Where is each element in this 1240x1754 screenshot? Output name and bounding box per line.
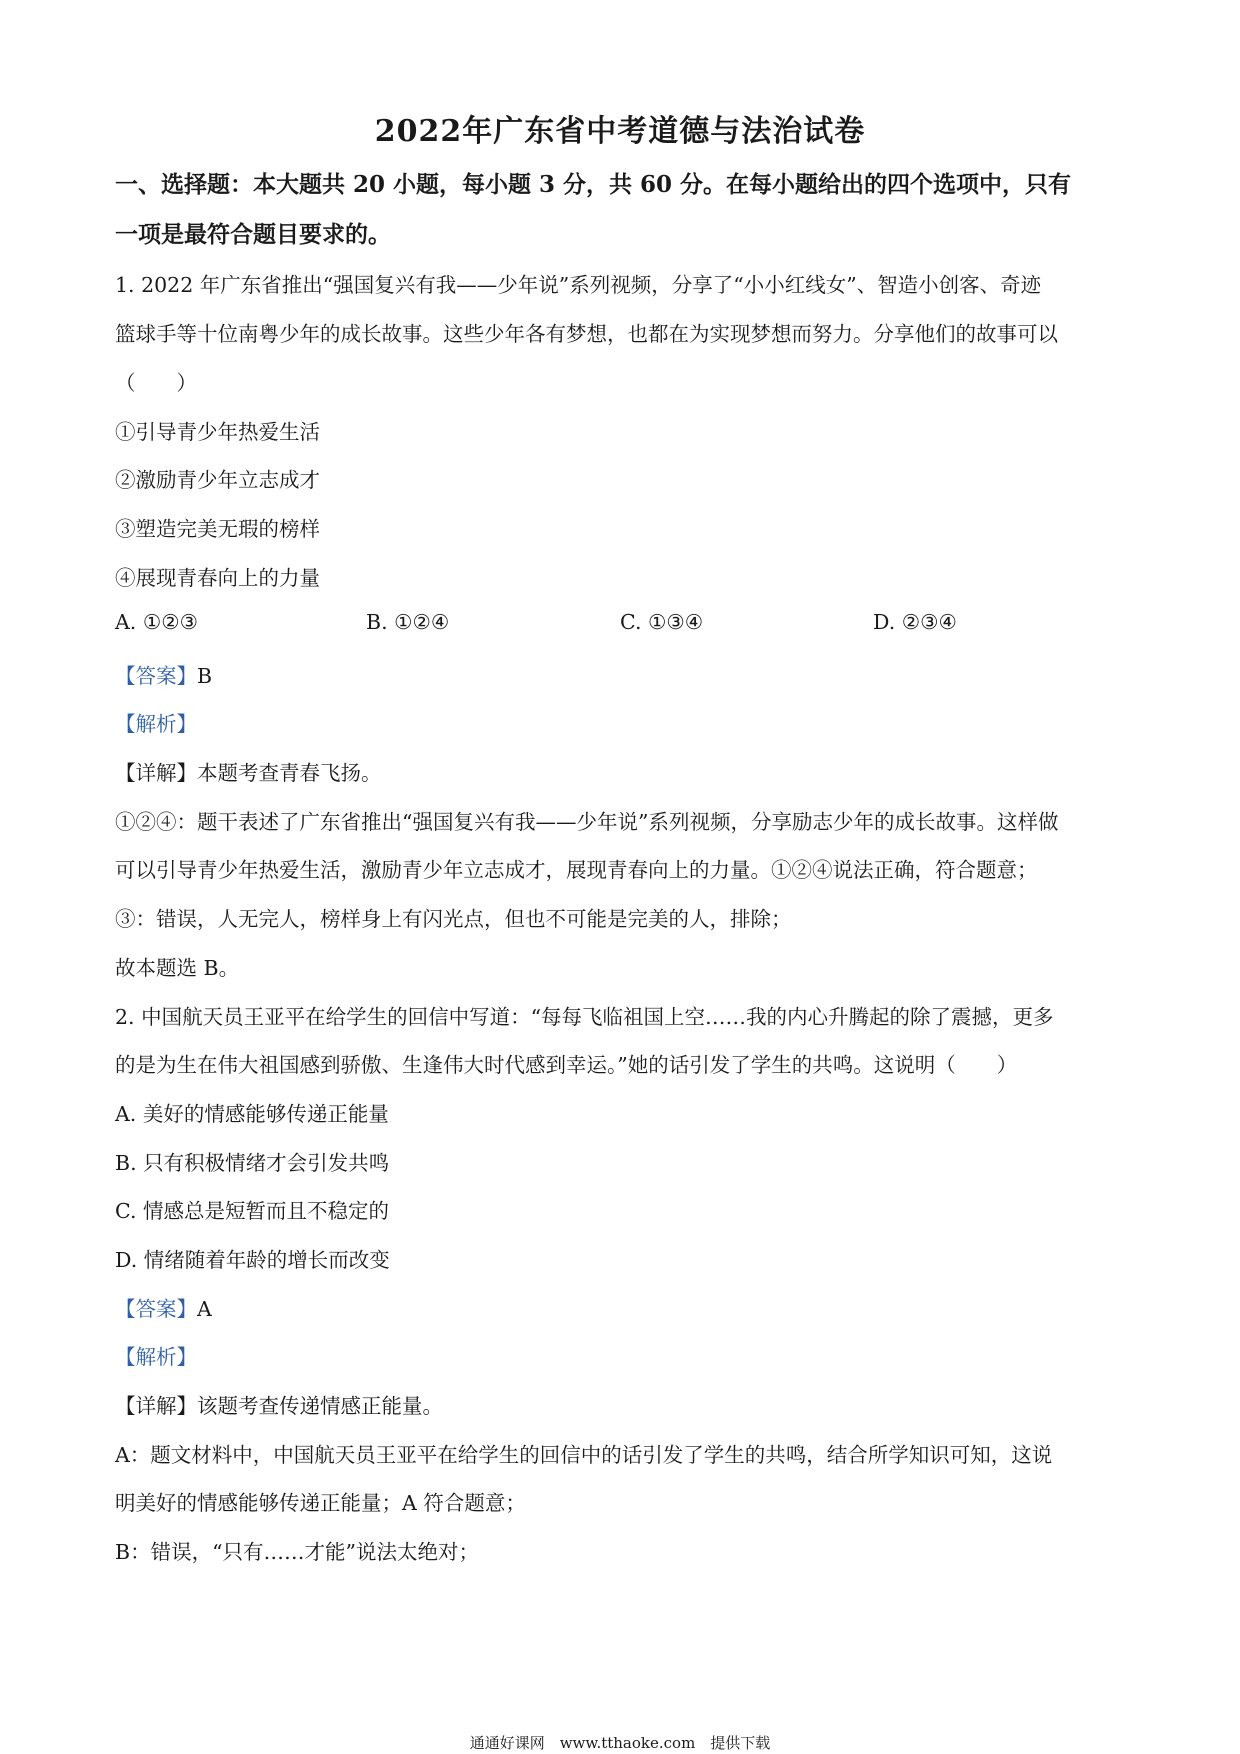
q2-option-d: D. 情绪随着年龄的增长而改变 xyxy=(115,1248,390,1272)
q1-option-d: D. ②③④ xyxy=(873,610,957,634)
analysis-tag: 【解析】 xyxy=(115,1345,197,1369)
q1-item: ④展现青春向上的力量 xyxy=(115,566,320,590)
q1-option-b: B. ①②④ xyxy=(366,610,450,634)
q2-stem-line-2: 的是为生在伟大祖国感到骄傲、生逢伟大时代感到幸运。”她的话引发了学生的共鸣。这说明（ ） xyxy=(115,1053,1018,1077)
section-heading-line-1: 一、选择题：本大题共 20 小题，每小题 3 分，共 60 分。在每小题给出的四个选项中，只有 xyxy=(115,171,1072,198)
section-heading-line-2: 一项是最符合题目要求的。 xyxy=(115,221,391,248)
q1-option-c: C. ①③④ xyxy=(620,610,704,634)
answer-tag: 【答案】 xyxy=(115,1297,197,1321)
q1-explanation-line: ①②④：题干表述了广东省推出“强国复兴有我——少年说”系列视频，分享励志少年的成长故事。这样做 xyxy=(115,810,1059,834)
q1-explanation-line: 可以引导青少年热爱生活，激励青少年立志成才，展现青春向上的力量。①②④说法正确，符合题意； xyxy=(115,858,1038,882)
q2-stem-line-1: 2. 中国航天员王亚平在给学生的回信中写道：“每每飞临祖国上空……我的内心升腾起的除了震撼，更多 xyxy=(115,1005,1054,1029)
answer-tag: 【答案】 xyxy=(115,664,197,688)
q1-item: ③塑造完美无瑕的榜样 xyxy=(115,517,320,541)
q2-option-a: A. 美好的情感能够传递正能量 xyxy=(115,1102,389,1126)
answer-value: B xyxy=(197,664,213,688)
q2-explanation-line: B：错误，“只有……才能”说法太绝对； xyxy=(115,1540,480,1564)
q1-answer xyxy=(115,659,212,689)
q1-conclusion: 故本题选 B。 xyxy=(115,956,240,980)
q1-answer-blank: （ ） xyxy=(115,371,197,395)
q1-item: ①引导青少年热爱生活 xyxy=(115,420,320,444)
q1-detail xyxy=(115,756,382,786)
q1-stem-line-2: 篮球手等十位南粤少年的成长故事。这些少年各有梦想，也都在为实现梦想而努力。分享他们的故事可以 xyxy=(115,322,1058,346)
q1-analysis-tag xyxy=(115,707,197,737)
q1-explanation-line: ③：错误，人无完人，榜样身上有闪光点，但也不可能是完美的人，排除； xyxy=(115,907,792,931)
page-footer: 通通好课网 www.tthaoke.com 提供下载 xyxy=(469,1734,771,1752)
q2-explanation-line: A：题文材料中，中国航天员王亚平在给学生的回信中的话引发了学生的共鸣，结合所学知识可知，这说 xyxy=(115,1443,1053,1467)
detail-tag: 【详解】 xyxy=(115,761,197,785)
q2-detail xyxy=(115,1389,443,1419)
q1-option-a: A. ①②③ xyxy=(115,610,198,634)
q1-item: ②激励青少年立志成才 xyxy=(115,468,320,492)
detail-text: 本题考查青春飞扬。 xyxy=(197,761,382,785)
detail-text: 该题考查传递情感正能量。 xyxy=(197,1394,443,1418)
analysis-tag: 【解析】 xyxy=(115,712,197,736)
section-heading xyxy=(115,160,1135,260)
q2-answer xyxy=(115,1292,212,1322)
q2-option-b: B. 只有积极情绪才会引发共鸣 xyxy=(115,1151,390,1175)
q2-option-c: C. 情感总是短暂而且不稳定的 xyxy=(115,1199,389,1223)
page-title: 2022年广东省中考道德与法治试卷 xyxy=(374,114,866,149)
q2-explanation-line: 明美好的情感能够传递正能量；A 符合题意； xyxy=(115,1491,526,1515)
q1-stem-line-1: 1. 2022 年广东省推出“强国复兴有我——少年说”系列视频，分享了“小小红线女”、智造小创客、奇迹 xyxy=(115,273,1042,297)
q2-analysis-tag xyxy=(115,1340,197,1370)
detail-tag: 【详解】 xyxy=(115,1394,197,1418)
answer-value: A xyxy=(197,1297,212,1321)
